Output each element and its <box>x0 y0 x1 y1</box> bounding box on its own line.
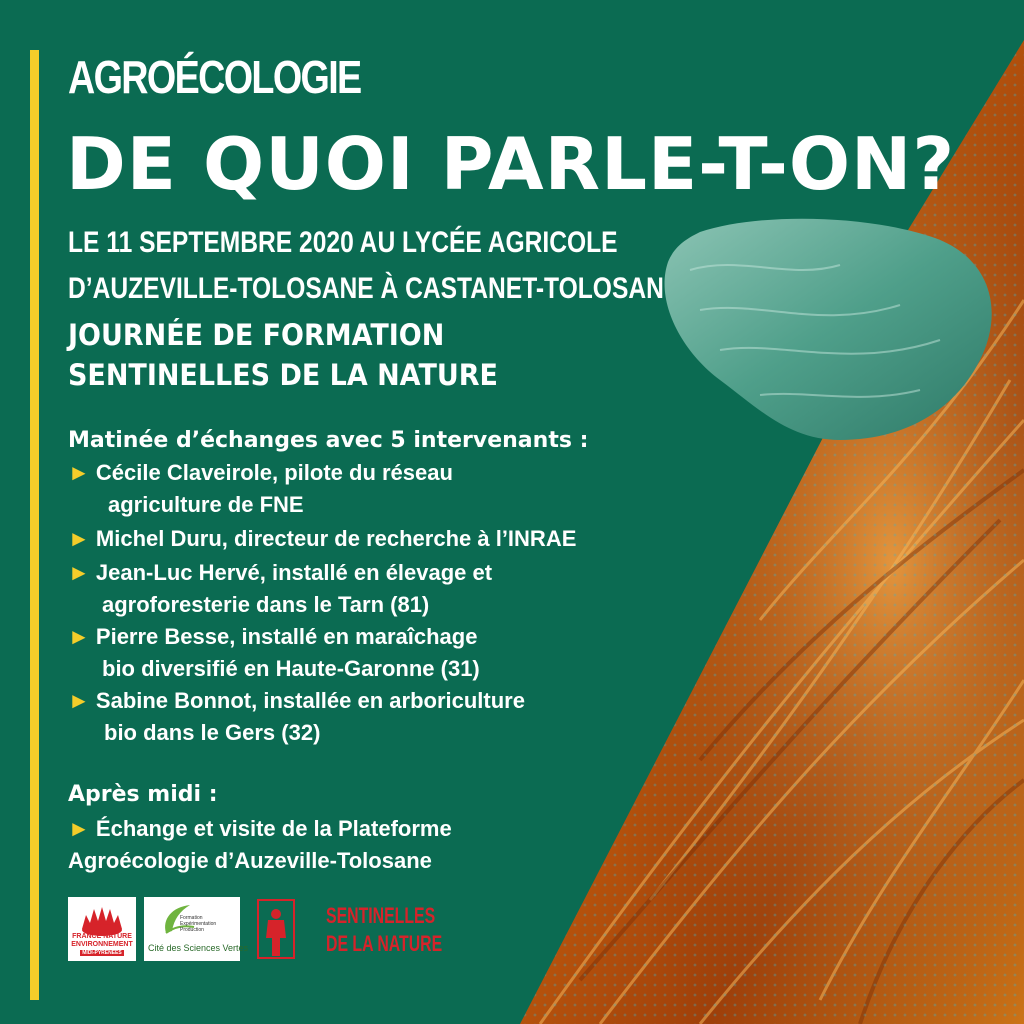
sentinelles-figure-icon <box>256 898 296 960</box>
cite-name: Cité des Sciences Vertes <box>148 943 249 953</box>
cite-small-line: Formation <box>180 915 203 921</box>
bullet-arrow-icon: ► <box>68 816 90 841</box>
sentinelles-logo-text <box>326 902 442 958</box>
speaker-line: Pierre Besse, installé en maraîchage <box>95 624 478 649</box>
afternoon-heading: Après midi : <box>68 782 218 807</box>
fne-line-2: ENVIRONNEMENT <box>71 941 133 948</box>
cite-small-text <box>180 915 216 933</box>
title-agroecologie: AGROÉCOLOGIE <box>68 51 361 103</box>
speaker-item <box>68 460 453 486</box>
title-question: DE QUOI PARLE-T-ON? <box>66 122 956 206</box>
speaker-line-continued: bio dans le Gers (32) <box>104 720 321 745</box>
afternoon-line-continued: Agroécologie d’Auzeville-Tolosane <box>68 848 432 873</box>
formation-title-line-1: JOURNÉE DE FORMATION <box>68 318 445 352</box>
speaker-item <box>68 526 576 552</box>
speaker-line: Cécile Claveirole, pilote du réseau <box>95 460 453 485</box>
sentinelles-line-1: SENTINELLES <box>326 903 436 928</box>
fne-line-3: MIDI-PYRÉNÉES <box>82 950 122 956</box>
bullet-arrow-icon: ► <box>68 560 90 585</box>
fne-logo-text <box>68 933 136 957</box>
morning-heading: Matinée d’échanges avec 5 intervenants : <box>68 428 589 453</box>
speaker-line-continued: bio diversifié en Haute-Garonne (31) <box>102 656 480 681</box>
speaker-line: Sabine Bonnot, installée en arboriculture <box>95 688 525 713</box>
sentinelles-line-2: DE LA NATURE <box>326 931 443 956</box>
event-date-line-2: D’AUZEVILLE-TOLOSANE À CASTANET-TOLOSAN <box>68 272 664 305</box>
speaker-item <box>68 560 492 586</box>
event-date-line-1: LE 11 SEPTEMBRE 2020 AU LYCÉE AGRICOLE <box>68 226 618 259</box>
bullet-arrow-icon: ► <box>68 624 90 649</box>
formation-title-line-2: SENTINELLES DE LA NATURE <box>68 358 498 392</box>
speaker-line: Jean-Luc Hervé, installé en élevage et <box>95 560 493 585</box>
speaker-line-continued: agriculture de FNE <box>108 492 304 517</box>
fne-logo <box>68 897 136 961</box>
speaker-line: Michel Duru, directeur de recherche à l’INRAE <box>95 526 577 551</box>
yellow-accent-bar <box>30 50 39 1000</box>
fne-line-1: FRANCE NATURE <box>72 933 132 940</box>
speaker-line-continued: agroforesterie dans le Tarn (81) <box>102 592 430 617</box>
bullet-arrow-icon: ► <box>68 526 90 551</box>
bullet-arrow-icon: ► <box>68 688 90 713</box>
afternoon-item <box>68 816 452 842</box>
speaker-item <box>68 688 525 714</box>
cite-small-line: Production <box>180 927 204 933</box>
afternoon-line: Échange et visite de la Plateforme <box>95 816 452 841</box>
cite-small-line: Expérimentation <box>180 921 217 927</box>
cite-sciences-vertes-logo <box>144 897 249 961</box>
bullet-arrow-icon: ► <box>68 460 90 485</box>
speaker-item <box>68 624 477 650</box>
